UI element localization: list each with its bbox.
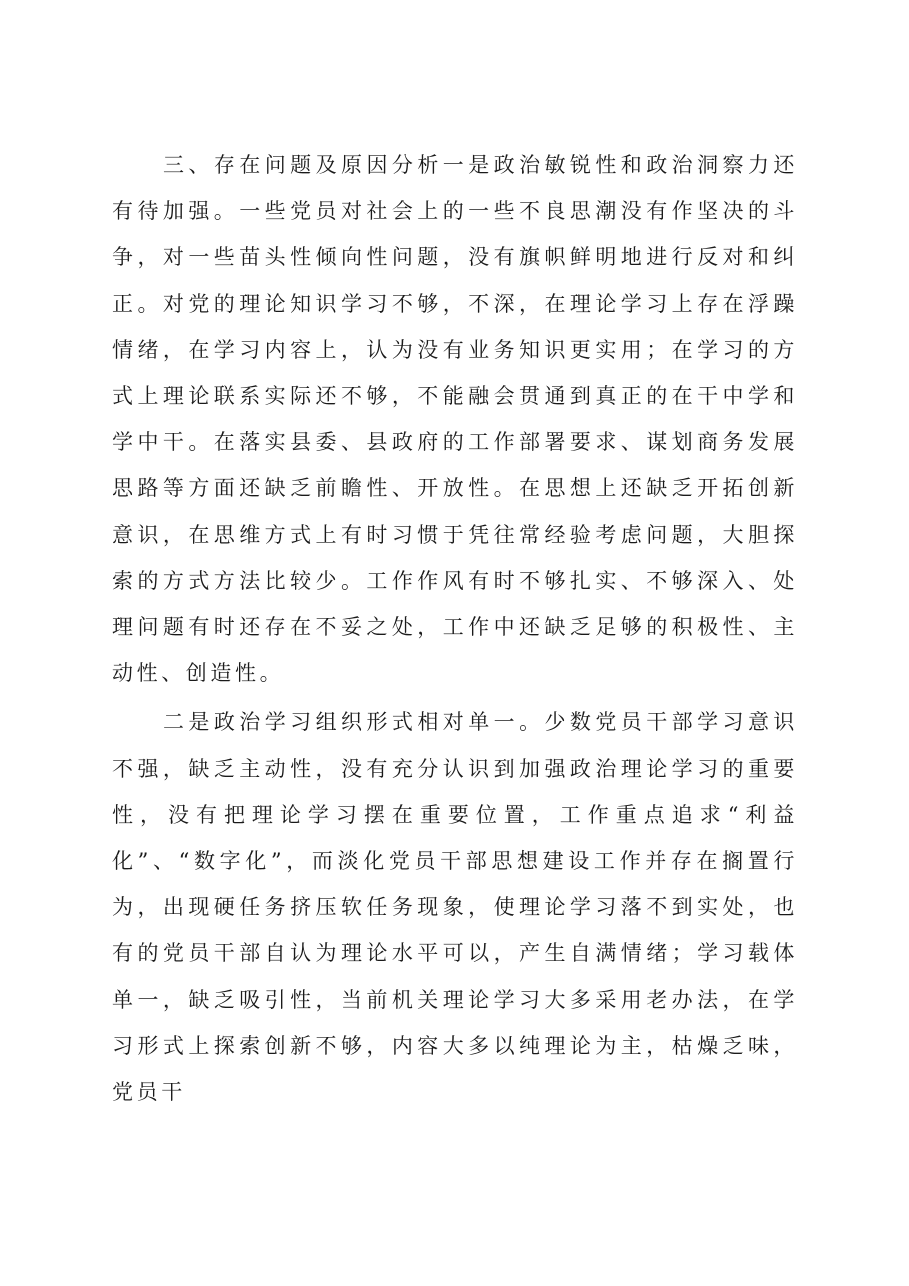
paragraph-problems-analysis: 三、存在问题及原因分析一是政治敏锐性和政治洞察力还有待加强。一些党员对社会上的一些不良思潮没有作坚决的斗争，对一些苗头性倾向性问题，没有旗帜鲜明地进行反对和纠正。对党的理论知识学习不够，不深，在理论学习上存在浮躁情绪，在学习内容上，认为没有业务知识更实用；在学习的方式上理论联系实际还不够，不能融会贯通到真正的在干中学和学中干。在落实县委、县政府的工作部署要求、谋划商务发展思路等方面还缺乏前瞻性、开放性。在思想上还缺乏开拓创新意识，在思维方式上有时习惯于凭往常经验考虑问题，大胆探索的方式方法比较少。工作作风有时不够扎实、不够深入、处理问题有时还存在不妥之处，工作中还缺乏足够的积极性、主动性、创造性。 [112, 153, 798, 686]
paragraph-study-format: 二是政治学习组织形式相对单一。少数党员干部学习意识不强，缺乏主动性，没有充分认识到加强政治理论学习的重要性，没有把理论学习摆在重要位置，工作重点追求“利益化”、“数字化”，而淡化党员干部思想建设工作并存在搁置行为，出现硬任务挤压软任务现象，使理论学习落不到实处，也有的党员干部自认为理论水平可以，产生自满情绪；学习载体单一，缺乏吸引性，当前机关理论学习大多采用老办法，在学习形式上探索创新不够，内容大多以纯理论为主，枯燥乏味，党员干 [112, 710, 798, 1105]
document-body [112, 142, 798, 1115]
